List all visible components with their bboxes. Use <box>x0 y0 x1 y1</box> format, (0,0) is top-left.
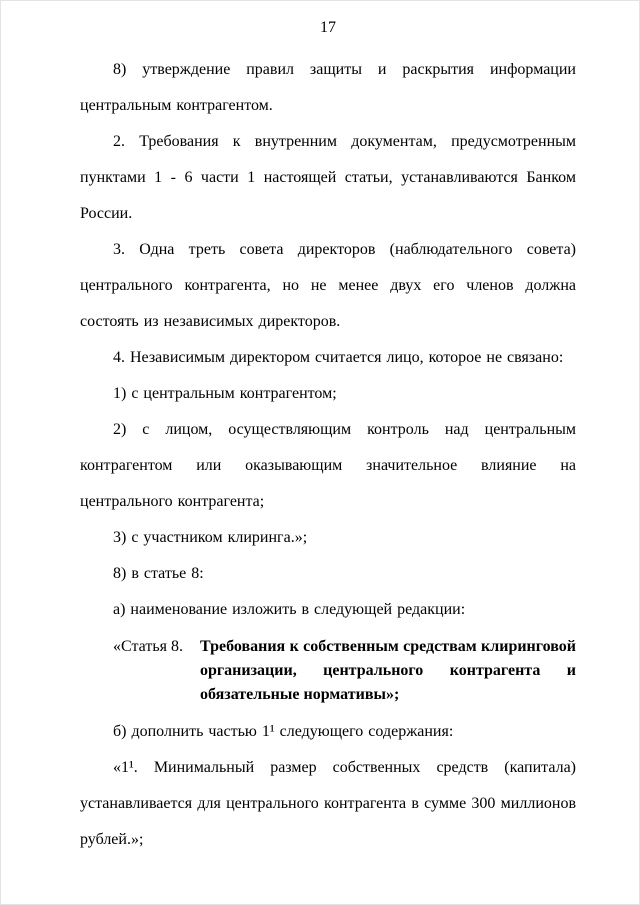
paragraph: 8) утверждение правил защиты и раскрытия информации центральным контрагентом. <box>80 61 576 114</box>
paragraph: 8) в статье 8: <box>113 565 204 582</box>
paragraph: «1¹. Минимальный размер собственных средств (капитала) устанавливается для центрального контрагента в сумме 300 миллионов рублей.»; <box>80 759 576 848</box>
paragraph: 2. Требования к внутренним документам, предусмотренным пунктами 1 - 6 части 1 настоящей статьи, устанавливаются Банком России. <box>80 133 576 222</box>
article-heading <box>80 635 576 707</box>
document-body <box>80 52 576 858</box>
paragraph: 3. Одна треть совета директоров (наблюдательного совета) центрального контрагента, но не менее двух его членов должна состоять из независимых директоров. <box>80 241 576 330</box>
paragraph: б) дополнить частью 1¹ следующего содержания: <box>113 723 454 740</box>
list-item: 1) с центральным контрагентом; <box>113 385 337 402</box>
paragraph: 4. Независимым директором считается лицо, которое не связано: <box>113 349 564 366</box>
list-item: 3) с участником клиринга.»; <box>113 529 308 546</box>
paragraph: а) наименование изложить в следующей редакции: <box>113 601 466 618</box>
article-heading-title: Требования к собственным средствам клиринговой организации, центрального контрагента и обязательные нормативы»; <box>200 638 576 703</box>
article-heading-label: «Статья 8. <box>113 638 183 655</box>
page-number: 17 <box>320 19 336 36</box>
list-item: 2) с лицом, осуществляющим контроль над центральным контрагентом или оказывающим значительное влияние на центрального контрагента; <box>80 421 576 510</box>
